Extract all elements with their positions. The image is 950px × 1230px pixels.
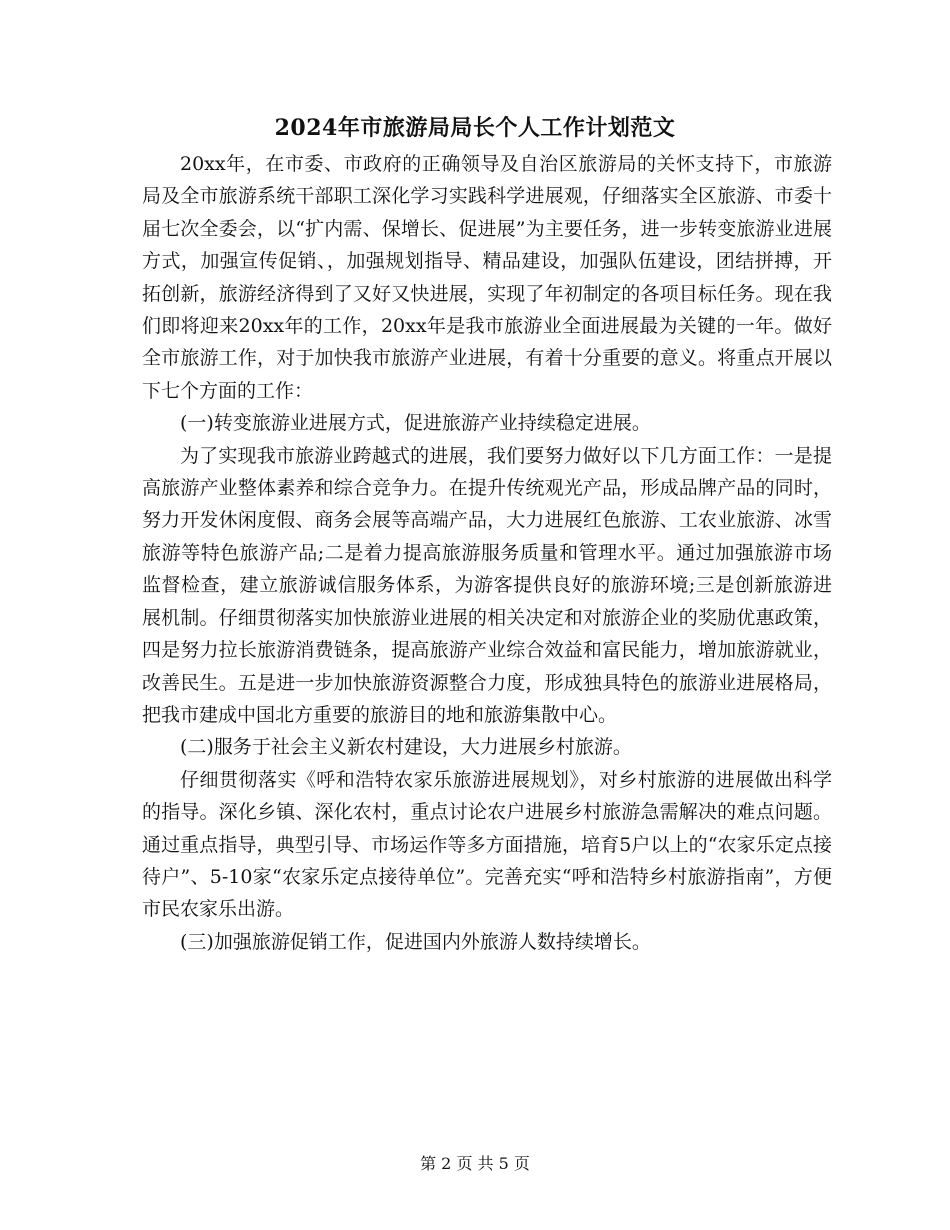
- paragraph-intro: 20xx年，在市委、市政府的正确领导及自治区旅游局的关怀支持下，市旅游局及全市旅游系统干部职工深化学习实践科学进展观，仔细落实全区旅游、市委十届七次全委会，以“扩内需、保增长、促进展”为主要任务，进一步转变旅游业进展方式，加强宣传促销、，加强规划指导、精品建设，加强队伍建设，团结拼搏，开拓创新，旅游经济得到了又好又快进展，实现了年初制定的各项目标任务。现在我们即将迎来20xx年的工作，20xx年是我市旅游业全面进展最为关键的一年。做好全市旅游工作，对于加快我市旅游产业进展，有着十分重要的意义。将重点开展以下七个方面的工作：: [142, 153, 832, 402]
- page-footer: 第 2 页 共 5 页: [420, 1154, 530, 1173]
- section-heading-3: (三)加强旅游促销工作，促进国内外旅游人数持续增长。: [180, 930, 651, 953]
- document-body: [142, 148, 832, 958]
- paragraph-section-2: 仔细贯彻落实《呼和浩特农家乐旅游进展规划》，对乡村旅游的进展做出科学的指导。深化乡镇、深化农村，重点讨论农户进展乡村旅游急需解决的难点问题。通过重点指导，典型引导、市场运作等多方面措施，培育5户以上的“农家乐定点接待户”、5-10家“农家乐定点接待单位”。完善充实“呼和浩特乡村旅游指南”，方便市民农家乐出游。: [142, 768, 832, 921]
- document-title: 2024年市旅游局局长个人工作计划范文: [274, 115, 676, 141]
- paragraph-section-1: 为了实现我市旅游业跨越式的进展，我们要努力做好以下几方面工作：一是提高旅游产业整体素养和综合竞争力。在提升传统观光产品，形成品牌产品的同时，努力开发休闲度假、商务会展等高端产品，大力进展红色旅游、工农业旅游、冰雪旅游等特色旅游产品;二是着力提高旅游服务质量和管理水平。通过加强旅游市场监督检查，建立旅游诚信服务体系，为游客提供良好的旅游环境;三是创新旅游进展机制。仔细贯彻落实加快旅游业进展的相关决定和对旅游企业的奖励优惠政策，四是努力拉长旅游消费链条，提高旅游产业综合效益和富民能力，增加旅游就业，改善民生。五是进一步加快旅游资源整合力度，形成独具特色的旅游业进展格局，把我市建成中国北方重要的旅游目的地和旅游集散中心。: [142, 444, 832, 726]
- section-heading-1: (一)转变旅游业进展方式，促进旅游产业持续稳定进展。: [180, 412, 651, 435]
- section-heading-2: (二)服务于社会主义新农村建设，大力进展乡村旅游。: [180, 736, 632, 759]
